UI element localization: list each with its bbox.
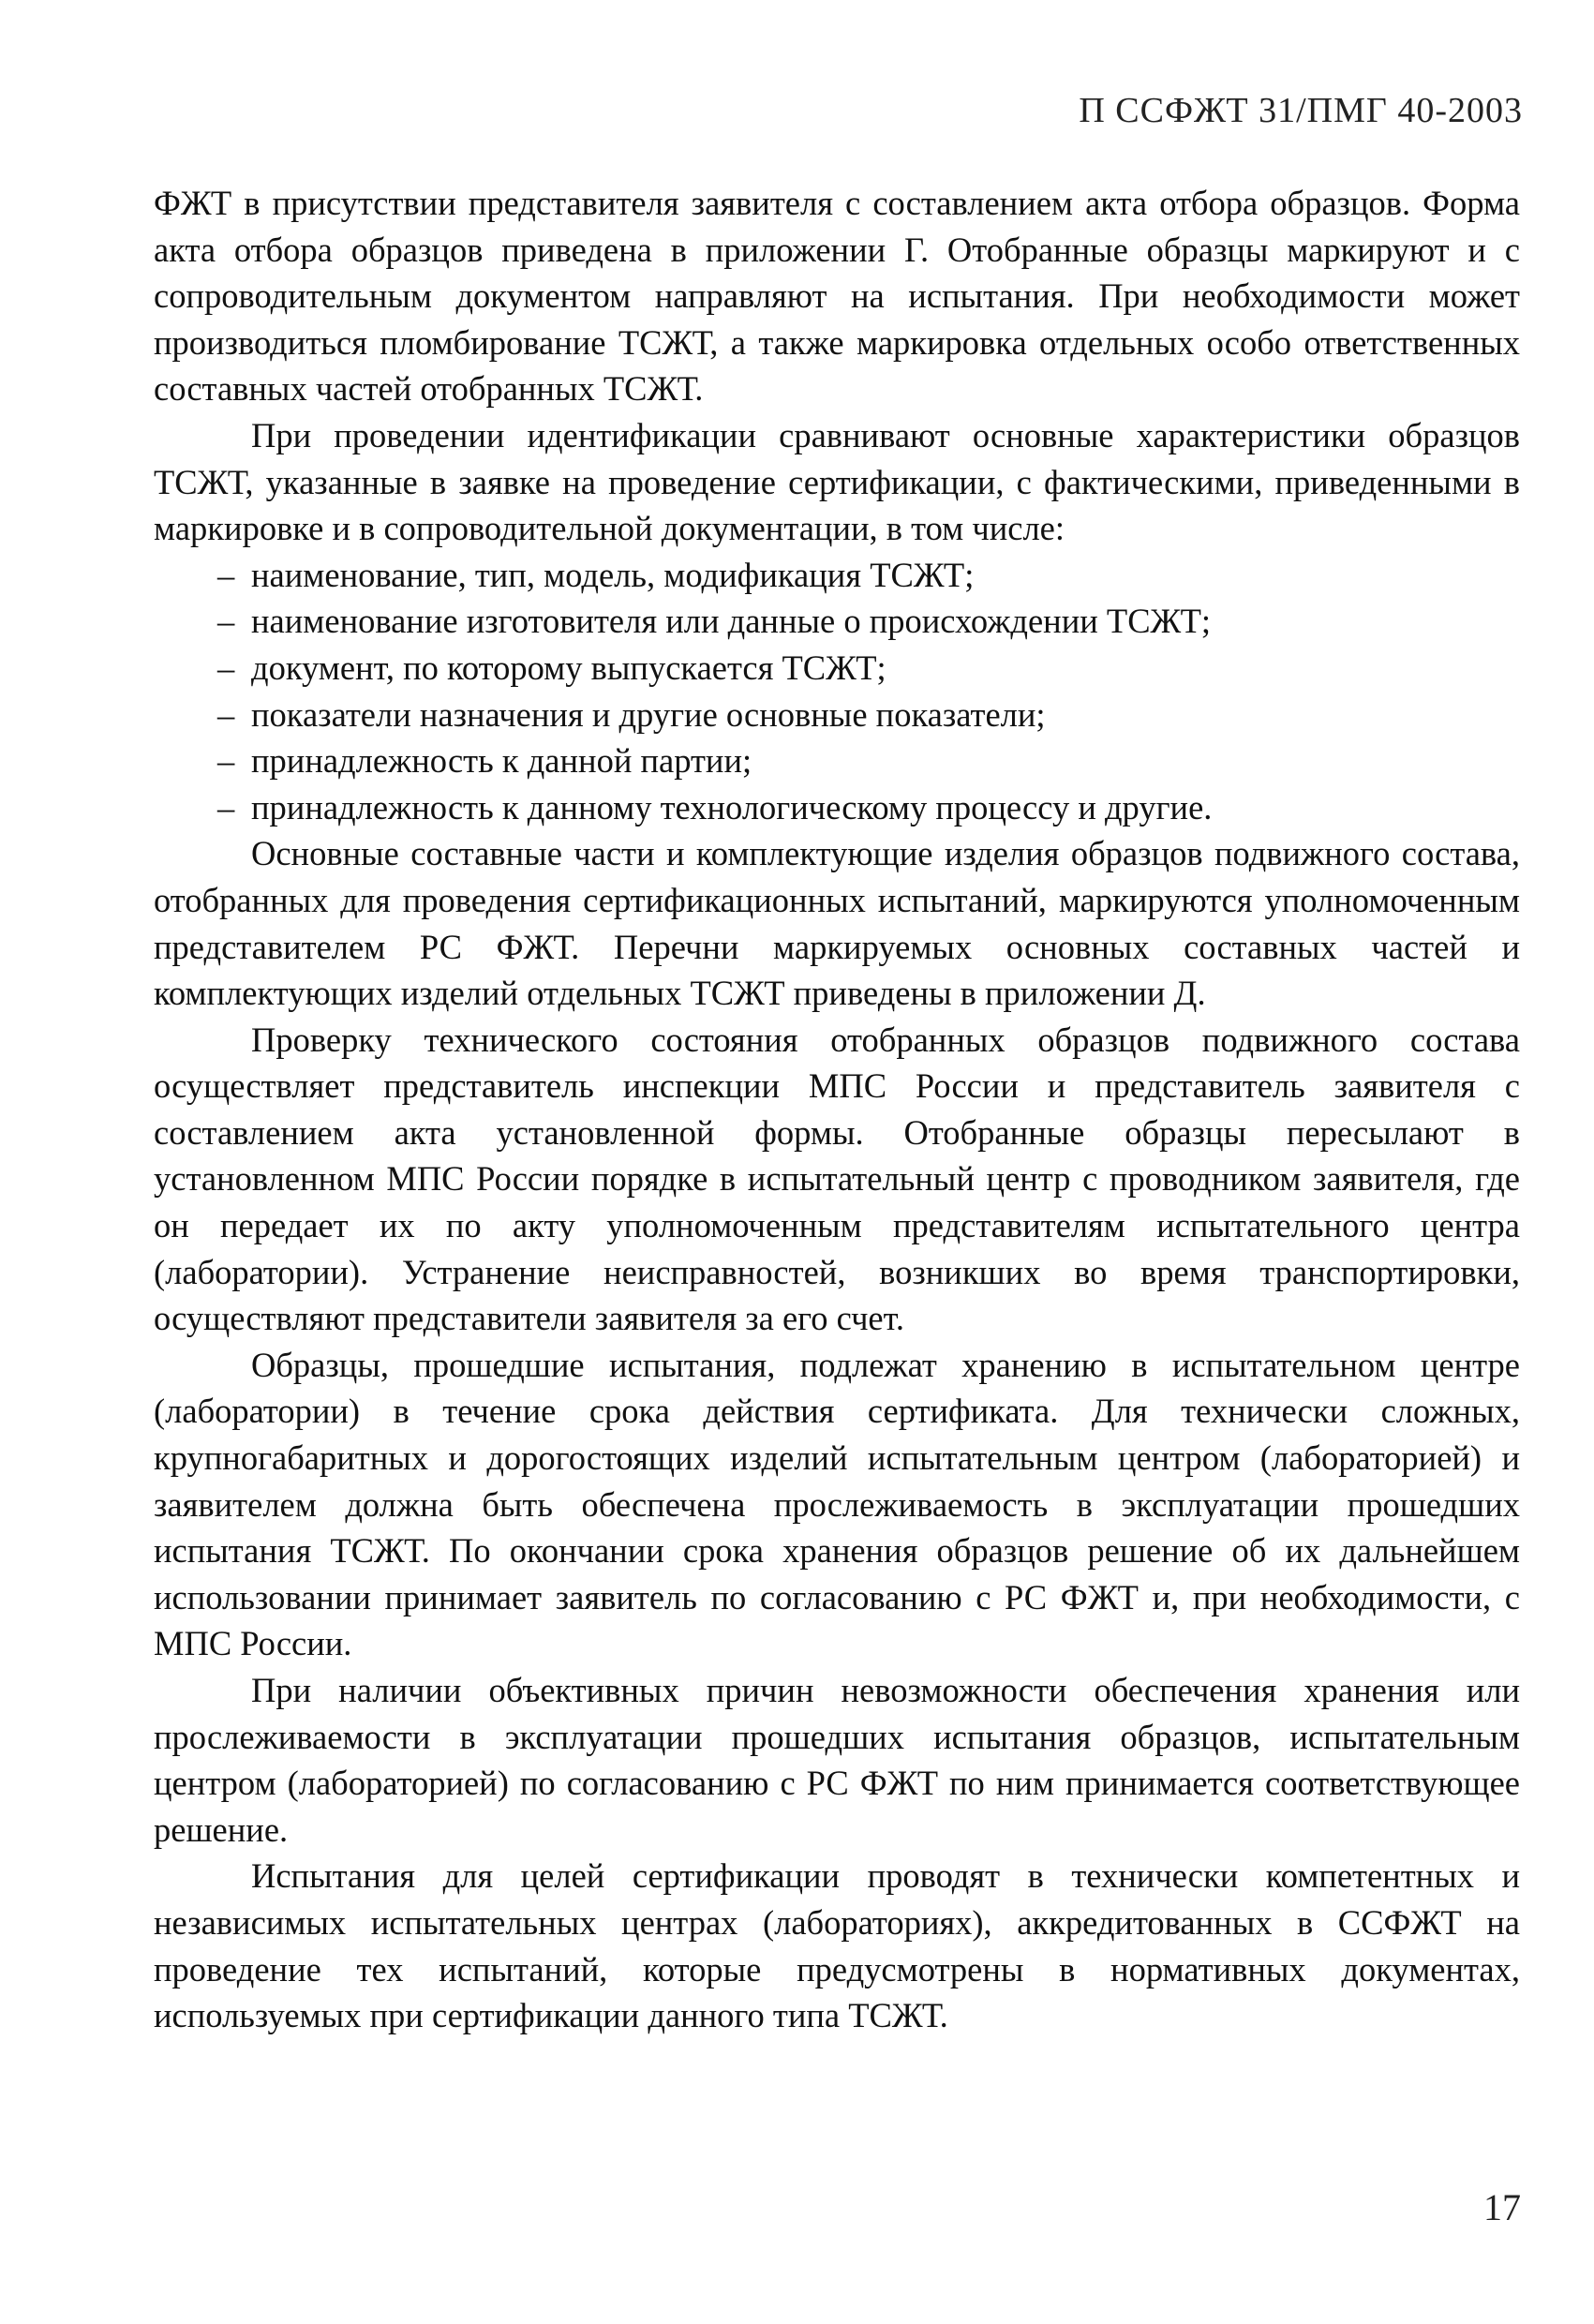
page-number: 17 (1483, 2186, 1521, 2228)
paragraph: Проверку технического состояния отобранных образцов подвижного состава осуществляет представитель инспекции МПС России и представитель заявителя с составлением акта установленной формы. Отобранные образцы пересылают в установленном МПС России порядке в испытательный центр с проводником заявителя, где он передает их по акту уполномоченным представителям испытательного центра (лаборатории). Устранение неисправностей, возникших во время транспортировки, осуществляют представители заявителя за его счет. (154, 1020, 1520, 1338)
list-item (154, 692, 1520, 738)
list-item (154, 784, 1520, 831)
list-item-text: документ, по которому выпускается ТСЖТ; (251, 648, 886, 687)
list-item-text: показатели назначения и другие основные показатели; (251, 694, 1046, 734)
dash-marker: – (217, 694, 235, 734)
paragraph: Основные составные части и комплектующие изделия образцов подвижного состава, отобранных для проведения сертификационных испытаний, маркируются уполномоченным представителем РС ФЖТ. Перечни маркируемых основных составных частей и комплектующих изделий отдельных ТСЖТ приведены в приложении Д. (154, 834, 1520, 1013)
characteristics-list (154, 552, 1520, 831)
list-item (154, 552, 1520, 599)
list-item (154, 737, 1520, 784)
list-item-text: наименование изготовителя или данные о происхождении ТСЖТ; (251, 602, 1212, 641)
paragraph: Испытания для целей сертификации проводят в технически компетентных и независимых испытательных центрах (лабораториях), аккредитованных в ССФЖТ на проведение тех испытаний, которые предусмотрены в нормативных документах, используемых при сертификации данного типа ТСЖТ. (154, 1856, 1520, 2035)
list-item-text: принадлежность к данной партии; (251, 741, 752, 781)
document-code-header: П ССФЖТ 31/ПМГ 40-2003 (1079, 91, 1523, 130)
paragraph: При проведении идентификации сравнивают основные характеристики образцов ТСЖТ, указанные в заявке на проведение сертификации, с фактическими, приведенными в маркировке и в сопроводительной документации, в том числе: (154, 415, 1520, 548)
dash-marker: – (217, 787, 235, 827)
body-text (154, 180, 1520, 2039)
paragraph: Образцы, прошедшие испытания, подлежат хранению в испытательном центре (лаборатории) в течение срока действия сертификата. Для технически сложных, крупногабаритных и дорогостоящих изделий испытательным центром (лабораторией) и заявителем должна быть обеспечена прослеживаемость в эксплуатации прошедших испытания ТСЖТ. По окончании срока хранения образцов решение об их дальнейшем использовании принимает заявитель по согласованию с РС ФЖТ и, при необходимости, с МПС России. (154, 1345, 1520, 1663)
paragraph: При наличии объективных причин невозможности обеспечения хранения или прослеживаемости в эксплуатации прошедших испытания образцов, испытательным центром (лабораторией) по согласованию с РС ФЖТ по ним принимается соответствующее решение. (154, 1671, 1520, 1849)
dash-marker: – (217, 602, 235, 641)
paragraph: ФЖТ в присутствии представителя заявителя с составлением акта отбора образцов. Форма акта отбора образцов приведена в приложении Г. Отобранные образцы маркируют и с сопроводительным документом направляют на испытания. При необходимости может производиться пломбирование ТСЖТ, а также маркировка отдельных особо ответственных составных частей отобранных ТСЖТ. (154, 184, 1520, 409)
dash-marker: – (217, 648, 235, 687)
list-item (154, 645, 1520, 692)
list-item-text: принадлежность к данному технологическому процессу и другие. (251, 787, 1213, 827)
list-item-text: наименование, тип, модель, модификация ТСЖТ; (251, 555, 975, 594)
list-item (154, 598, 1520, 645)
dash-marker: – (217, 741, 235, 781)
dash-marker: – (217, 555, 235, 594)
